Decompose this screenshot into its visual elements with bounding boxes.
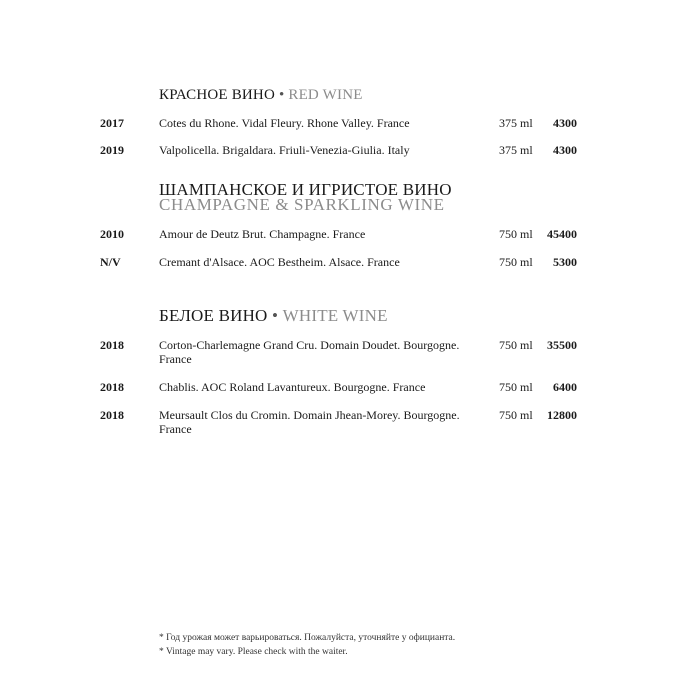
section-title-en: WHITE WINE (282, 306, 388, 325)
wine-volume: 750 ml (499, 255, 533, 269)
wine-price: 4300 (553, 143, 577, 157)
footnote-en: * Vintage may vary. Please check with the waiter. (159, 647, 348, 657)
wine-name: Meursault Clos du Cromin. Domain Jhean-Morey. Bourgogne. France (159, 408, 460, 436)
section-title-champagne (159, 181, 452, 213)
section-title-en: CHAMPAGNE & SPARKLING WINE (159, 195, 445, 214)
wine-year: N/V (100, 255, 121, 269)
wine-name: Cremant d'Alsace. AOC Bestheim. Alsace. France (159, 255, 400, 269)
wine-name: Corton-Charlemagne Grand Cru. Domain Doudet. Bourgogne. France (159, 338, 460, 366)
wine-name: Valpolicella. Brigaldara. Friuli-Venezia-Giulia. Italy (159, 143, 410, 157)
wine-year: 2018 (100, 380, 124, 394)
wine-year: 2018 (100, 408, 124, 422)
wine-volume: 750 ml (499, 227, 533, 241)
section-title-ru: КРАСНОЕ ВИНО (159, 87, 275, 103)
section-title-red-wine (159, 88, 363, 103)
wine-year: 2019 (100, 143, 124, 157)
title-separator: • (275, 87, 289, 103)
title-separator: • (267, 306, 283, 325)
wine-year: 2017 (100, 116, 124, 130)
section-title-en: RED WINE (288, 87, 363, 103)
wine-volume: 750 ml (499, 338, 533, 352)
wine-price: 12800 (547, 408, 577, 422)
wine-volume: 750 ml (499, 380, 533, 394)
section-title-white-wine (159, 307, 388, 324)
wine-year: 2010 (100, 227, 124, 241)
footnote-ru: * Год урожая может варьироваться. Пожалуйста, уточняйте у официанта. (159, 633, 456, 643)
wine-volume: 375 ml (499, 116, 533, 130)
section-title-ru: ШАМПАНСКОЕ И ИГРИСТОЕ ВИНО (159, 180, 452, 199)
wine-price: 5300 (553, 255, 577, 269)
wine-name: Cotes du Rhone. Vidal Fleury. Rhone Valley. France (159, 116, 410, 130)
wine-price: 4300 (553, 116, 577, 130)
wine-volume: 750 ml (499, 408, 533, 422)
wine-volume: 375 ml (499, 143, 533, 157)
wine-price: 35500 (547, 338, 577, 352)
wine-price: 6400 (553, 380, 577, 394)
section-title-ru: БЕЛОЕ ВИНО (159, 306, 268, 325)
wine-name: Amour de Deutz Brut. Champagne. France (159, 227, 366, 241)
wine-price: 45400 (547, 227, 577, 241)
wine-year: 2018 (100, 338, 124, 352)
wine-name: Chablis. AOC Roland Lavantureux. Bourgogne. France (159, 380, 426, 394)
